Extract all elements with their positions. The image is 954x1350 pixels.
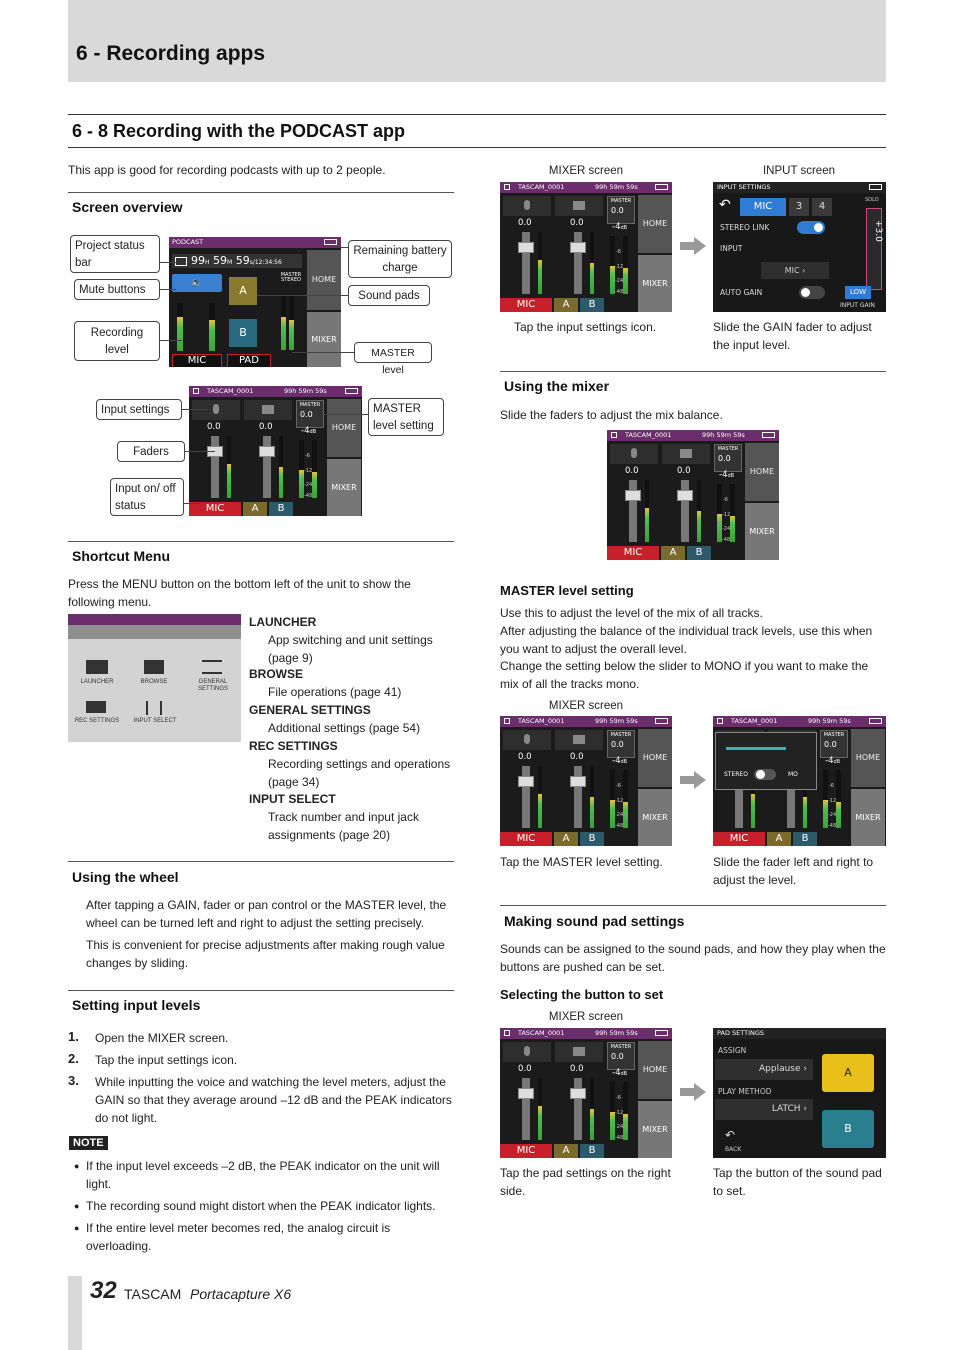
callout-sound-pads: Sound pads: [348, 285, 430, 306]
callout-mute: Mute buttons: [74, 279, 160, 300]
sound-pad-title: Making sound pad settings: [504, 913, 685, 929]
step-text: Tap the input settings icon.: [95, 1053, 238, 1067]
leader-line: [185, 451, 215, 452]
pad-b-button[interactable]: B: [687, 546, 711, 560]
pad-b-button[interactable]: B: [269, 502, 293, 516]
home-button[interactable]: HOME: [638, 195, 672, 253]
mixer-screen: [607, 430, 779, 560]
leader-line: [160, 340, 182, 341]
channel-value: 0.0: [207, 422, 221, 432]
input-settings-icon[interactable]: [555, 196, 603, 216]
remaining-time: 99h 59m 59s: [808, 717, 851, 725]
master-level-setting[interactable]: MASTER 0.0: [296, 400, 324, 428]
input-gain-label: INPUT GAIN: [840, 302, 875, 309]
input-settings-icon[interactable]: [244, 400, 292, 420]
stereo-label: STEREO: [724, 771, 748, 778]
back-icon[interactable]: ↶: [725, 1128, 736, 1142]
fader-knob[interactable]: [570, 776, 586, 787]
pad-a-button[interactable]: A: [661, 546, 685, 560]
mic-button[interactable]: MIC: [713, 832, 765, 846]
rec-level-meter: [209, 303, 215, 351]
remaining-time: 99h 59m 59s: [595, 183, 638, 191]
level-meter: [590, 1078, 594, 1140]
master-text: After adjusting the balance of the individual track levels, use this when you want to adjust the overall level.: [500, 624, 873, 656]
fader-knob[interactable]: [570, 1088, 586, 1099]
callout-master-setting: MASTER level setting: [368, 398, 444, 436]
sound-pad-b[interactable]: B: [229, 319, 257, 347]
input-select-icon[interactable]: [146, 701, 162, 715]
caption: INPUT screen: [762, 165, 835, 177]
pad-a-button[interactable]: A: [767, 832, 791, 846]
level-meter: [590, 232, 594, 294]
project-name: TASCAM_0001: [518, 717, 565, 725]
input-title-bar: INPUT SETTINGS: [713, 182, 886, 193]
menu-item-head: BROWSE: [249, 667, 303, 681]
master-meter: [289, 295, 294, 350]
input-settings-icon[interactable]: [503, 730, 551, 750]
browse-icon[interactable]: [144, 660, 164, 674]
step-text: Open the MIXER screen.: [95, 1031, 229, 1045]
menu-item-head: LAUNCHER: [249, 615, 317, 629]
callout-project-status: Project status bar: [70, 235, 160, 273]
tick-label: -24: [828, 812, 837, 818]
input-label: INPUT: [720, 244, 743, 253]
callout-rec-level: Recording level: [74, 321, 160, 361]
mono-toggle[interactable]: [754, 769, 776, 780]
fader-knob[interactable]: [570, 242, 586, 253]
master-title: MASTER level setting: [500, 583, 634, 598]
tick-label: -48: [615, 289, 624, 295]
bullet-icon: ●: [74, 1161, 80, 1171]
battery-icon: [762, 432, 775, 438]
input-settings-screen: [713, 182, 886, 312]
pad-settings-screen: [713, 1028, 886, 1158]
step-number: 2.: [68, 1051, 79, 1066]
project-name: TASCAM_0001: [518, 183, 565, 191]
master-db: -4dB: [719, 470, 735, 480]
play-method-select[interactable]: LATCH ›: [715, 1099, 813, 1120]
record-icon: [193, 388, 199, 394]
sound-pad-a[interactable]: A: [229, 277, 257, 305]
leader-line: [322, 414, 368, 415]
channel-value: 0.0: [570, 752, 584, 762]
level-meter: [227, 436, 231, 498]
back-icon[interactable]: ↶: [719, 197, 731, 213]
auto-gain-label: AUTO GAIN: [720, 288, 763, 297]
status-bar: [189, 386, 362, 397]
level-meter: [645, 480, 649, 542]
home-button[interactable]: HOME: [307, 250, 341, 310]
pad-a-button[interactable]: A: [554, 832, 578, 846]
mic-button[interactable]: MIC: [189, 502, 241, 516]
caption: MIXER screen: [548, 700, 624, 712]
battery-icon: [655, 184, 668, 190]
tick-label: -6: [616, 249, 621, 255]
back-label: BACK: [725, 1146, 742, 1153]
tick-label: -6: [723, 497, 728, 503]
note-badge: NOTE: [69, 1136, 108, 1150]
mixer-screen: [500, 716, 672, 846]
leader-line: [292, 352, 354, 353]
divider: [68, 147, 886, 148]
remaining-time: 99h 59m 59s: [702, 431, 745, 439]
divider: [68, 990, 454, 991]
master-db: -4dB: [825, 756, 841, 766]
leader-line: [160, 262, 176, 263]
mixer-button[interactable]: MIXER: [851, 789, 885, 846]
callout-input-settings: Input settings: [96, 399, 182, 420]
screen-overview-title: Screen overview: [72, 199, 183, 215]
status-bar: [607, 430, 779, 441]
launcher-label: LAUNCHER: [80, 679, 114, 685]
master-meter: [281, 295, 286, 350]
input-settings-icon[interactable]: [503, 196, 551, 216]
leader-line: [182, 409, 208, 410]
pad-b-button[interactable]: B: [580, 1144, 604, 1158]
channel-value: 0.0: [518, 218, 532, 228]
battery-icon: [869, 718, 882, 724]
sound-pad-subtitle: Selecting the button to set: [500, 987, 664, 1002]
footer-product: Portacapture X6: [190, 1286, 292, 1302]
callout-faders: Faders: [117, 441, 185, 462]
right-arrow-icon: [694, 771, 706, 789]
section-title: 6 - 8 Recording with the PODCAST app: [72, 121, 406, 141]
mixer-screen: [500, 1028, 672, 1158]
shortcut-text: Press the MENU button on the bottom left of the unit to show the following menu.: [68, 577, 411, 609]
note-text: If the input level exceeds –2 dB, the PEAK indicator on the unit will light.: [86, 1159, 440, 1191]
callout-master-level: MASTER level: [354, 342, 432, 363]
master-meter: [623, 770, 628, 828]
mic-button[interactable]: MIC: [500, 1144, 552, 1158]
leader-line: [184, 503, 200, 504]
note-text: The recording sound might distort when the PEAK indicator lights.: [86, 1199, 436, 1213]
battery-icon: [655, 1030, 668, 1036]
note-text: If the entire level meter becomes red, the analog circuit is overloading.: [86, 1221, 391, 1253]
channel-value: 0.0: [570, 218, 584, 228]
record-icon: [504, 1030, 510, 1036]
battery-icon: [869, 184, 882, 190]
input-settings-icon[interactable]: [192, 400, 240, 420]
master-text: Change the setting below the slider to MONO if you want to make the mix of all the tracks mono.: [500, 659, 869, 691]
callout-input-onoff: Input on/ off status: [110, 478, 184, 516]
master-db: -4dB: [612, 222, 628, 232]
mic-button[interactable]: MIC: [172, 354, 222, 367]
input-select[interactable]: MIC ›: [761, 262, 829, 279]
level-meter: [538, 232, 542, 294]
record-icon: [717, 718, 723, 724]
master-db: -4dB: [612, 756, 628, 766]
instruction-text: Slide the GAIN fader to adjust the input level.: [713, 320, 872, 352]
general-label: GENERAL SETTINGS: [197, 679, 228, 692]
master-meter: [836, 770, 841, 828]
pad-b-button[interactable]: B: [793, 832, 817, 846]
browse-label: BROWSE: [140, 679, 168, 685]
caption: MIXER screen: [548, 165, 624, 177]
mute-button[interactable]: 🔈: [172, 274, 222, 292]
tick-label: -6: [616, 1095, 621, 1101]
master-meter: [623, 1082, 628, 1140]
record-icon: [504, 184, 510, 190]
mic-button[interactable]: MIC: [607, 546, 659, 560]
fader-knob[interactable]: [518, 776, 534, 787]
fader-knob[interactable]: [518, 242, 534, 253]
caption: MIXER screen: [548, 1011, 624, 1023]
tick-label: -6: [305, 453, 310, 459]
pad-a-button[interactable]: A: [554, 298, 578, 312]
wheel-title: Using the wheel: [72, 869, 179, 885]
menu-item-desc: App switching and unit settings (page 9): [268, 633, 433, 665]
right-arrow-icon: [694, 237, 706, 255]
input-settings-icon[interactable]: [503, 1042, 551, 1062]
tick-label: -24: [615, 812, 624, 818]
podcast-screen: [169, 237, 341, 367]
instruction-text: Tap the pad settings on the right side.: [500, 1166, 671, 1198]
leader-line: [334, 247, 348, 248]
gain-value: +3.0: [873, 220, 883, 242]
stereo-link-toggle[interactable]: [797, 221, 825, 234]
divider: [68, 861, 454, 862]
tick-label: -12: [615, 1110, 624, 1116]
home-button[interactable]: HOME: [638, 729, 672, 787]
callout-remaining: Remaining battery charge: [348, 240, 452, 278]
battery-icon: [324, 239, 337, 245]
mixer-button[interactable]: MIXER: [638, 789, 672, 846]
mic-button[interactable]: MIC: [500, 832, 552, 846]
pad-a-button[interactable]: A: [822, 1054, 874, 1092]
tick-label: -24: [615, 1124, 624, 1130]
master-popup: [715, 732, 817, 790]
menu-item-head: REC SETTINGS: [249, 739, 338, 753]
assign-select[interactable]: Applause ›: [715, 1059, 813, 1080]
tick-label: -12: [615, 798, 624, 804]
mixer-button[interactable]: MIXER: [638, 1101, 672, 1158]
shortcut-menu-screen: [68, 614, 241, 742]
level-meter: [697, 480, 701, 542]
project-name: TASCAM_0001: [207, 387, 254, 395]
pad-b-button[interactable]: B: [580, 298, 604, 312]
level-meter: [538, 1078, 542, 1140]
footer-bar: [68, 1276, 82, 1350]
channel-value: 0.0: [518, 752, 532, 762]
master-label: MASTER STEREO: [280, 272, 302, 283]
master-level-setting[interactable]: MASTER 0.0: [714, 444, 742, 472]
wheel-text: This is convenient for precise adjustments after making rough value changes by sliding.: [86, 938, 445, 970]
divider: [68, 192, 454, 193]
tick-label: -48: [828, 823, 837, 829]
tick-label: -12: [722, 512, 731, 518]
mixer-use-text: Slide the faders to adjust the mix balance.: [500, 408, 723, 422]
time-display: 99H 59M 59s/12:34:56: [172, 254, 302, 268]
record-icon: [504, 718, 510, 724]
menu-item-head: INPUT SELECT: [249, 792, 336, 806]
leader-line: [160, 289, 176, 290]
tick-label: -48: [304, 493, 313, 499]
tick-label: -6: [616, 783, 621, 789]
step-number: 1.: [68, 1029, 79, 1044]
mic-button[interactable]: MIC: [500, 298, 552, 312]
shortcut-title: Shortcut Menu: [72, 548, 170, 564]
channel-value: 0.0: [677, 466, 691, 476]
solo-label: SOLO: [865, 197, 879, 203]
channel-value: 0.0: [625, 466, 639, 476]
tick-label: -48: [615, 823, 624, 829]
home-button[interactable]: HOME: [851, 729, 885, 787]
assign-label: ASSIGN: [718, 1046, 747, 1055]
master-db: -4dB: [612, 1068, 628, 1078]
status-bar: [713, 716, 886, 727]
home-button[interactable]: HOME: [327, 399, 361, 457]
level-meter: [279, 436, 283, 498]
mixer-screen: [500, 182, 672, 312]
input-label: INPUT SELECT: [133, 718, 177, 724]
bullet-icon: ●: [74, 1201, 80, 1211]
input-settings-icon[interactable]: [662, 444, 710, 464]
level-meter: [538, 766, 542, 828]
leader-line: [257, 295, 348, 296]
menu-item-desc: Additional settings (page 54): [268, 721, 421, 735]
instruction-text: Tap the button of the sound pad to set.: [713, 1166, 882, 1198]
status-bar: PODCAST: [169, 237, 341, 248]
remaining-time: 99h 59m 59s: [595, 1029, 638, 1037]
low-button[interactable]: LOW: [845, 286, 871, 299]
master-text: Use this to adjust the level of the mix of all tracks.: [500, 606, 763, 620]
fader-knob[interactable]: [259, 446, 275, 457]
mixer-use-title: Using the mixer: [504, 378, 610, 394]
tab-3[interactable]: 3: [789, 198, 809, 216]
record-icon: [611, 432, 617, 438]
master-level-setting[interactable]: MASTER 0.0: [607, 196, 635, 224]
chapter-title: 6 - Recording apps: [76, 42, 266, 65]
remaining-time: 99h 59m 59s: [284, 387, 327, 395]
instruction-text: Tap the input settings icon.: [514, 320, 657, 334]
master-level-setting[interactable]: MASTER 0.0: [607, 1042, 635, 1070]
pad-b-button[interactable]: B: [580, 832, 604, 846]
master-slider[interactable]: [726, 747, 786, 750]
project-name: TASCAM_0001: [731, 717, 778, 725]
page-number: 32: [90, 1277, 117, 1304]
play-method-label: PLAY METHOD: [718, 1087, 772, 1096]
master-db: -4dB: [301, 426, 317, 436]
battery-icon: [655, 718, 668, 724]
right-arrow-icon: [694, 1083, 706, 1101]
master-meter: [623, 236, 628, 294]
menu-item-desc: Track number and input jack assignments (page 20): [268, 810, 419, 842]
level-meter: [590, 766, 594, 828]
input-settings-icon[interactable]: [610, 444, 658, 464]
intro-text: This app is good for recording podcasts with up to 2 people.: [68, 163, 386, 177]
menu-item-desc: File operations (page 41): [268, 685, 402, 699]
home-button[interactable]: HOME: [638, 1041, 672, 1099]
general-settings-icon[interactable]: [202, 660, 222, 674]
tick-label: -12: [615, 264, 624, 270]
input-settings-icon[interactable]: [555, 730, 603, 750]
footer-brand: TASCAM: [124, 1286, 182, 1302]
fader-knob[interactable]: [625, 490, 641, 501]
mixer-button[interactable]: MIXER: [327, 459, 361, 516]
pad-a-button[interactable]: A: [243, 502, 267, 516]
tick-label: -24: [615, 278, 624, 284]
fader-knob[interactable]: [677, 490, 693, 501]
tab-mic[interactable]: MIC: [740, 198, 786, 216]
tick-label: -6: [829, 783, 834, 789]
input-levels-title: Setting input levels: [72, 997, 201, 1013]
project-name: TASCAM_0001: [625, 431, 672, 439]
mixer-button[interactable]: MIXER: [307, 312, 341, 367]
channel-value: 0.0: [259, 422, 273, 432]
stereo-link-label: STEREO LINK: [720, 223, 770, 232]
pad-title-bar: PAD SETTINGS: [713, 1028, 886, 1039]
master-meter: [312, 440, 317, 498]
chapter-header: [68, 0, 886, 82]
home-button[interactable]: HOME: [745, 443, 779, 501]
tick-label: -24: [722, 526, 731, 532]
mixer-button[interactable]: MIXER: [638, 255, 672, 312]
divider: [500, 371, 886, 372]
tick-label: -48: [722, 537, 731, 543]
tick-label: -48: [615, 1135, 624, 1141]
step-number: 3.: [68, 1073, 79, 1088]
channel-value: 0.0: [570, 1064, 584, 1074]
tick-label: -12: [304, 468, 313, 474]
pad-a-button[interactable]: A: [554, 1144, 578, 1158]
sound-pad-text: Sounds can be assigned to the sound pads, and how they play when the buttons are pushed can be set.: [500, 942, 886, 974]
menu-item-desc: Recording settings and operations (page 34): [268, 757, 451, 789]
rec-level-meter: [177, 303, 183, 351]
remaining-time: 99h 59m 59s: [595, 717, 638, 725]
tick-label: -12: [828, 798, 837, 804]
divider: [500, 905, 886, 906]
rec-label: REC SETTINGS: [74, 718, 120, 724]
instruction-text: Slide the fader left and right to adjust the level.: [713, 855, 874, 887]
fader-knob[interactable]: [518, 1088, 534, 1099]
status-bar: [500, 1028, 672, 1039]
step-text: While inputting the voice and watching the level meters, adjust the GAIN so that they average around –12 dB and the PEAK indicators do not light.: [95, 1075, 452, 1125]
pad-button[interactable]: PAD: [227, 354, 271, 367]
channel-value: 0.0: [518, 1064, 532, 1074]
mono-label: MO: [788, 771, 798, 778]
master-level-setting[interactable]: MASTER 0.0: [607, 730, 635, 758]
menu-item-head: GENERAL SETTINGS: [249, 703, 371, 717]
battery-icon: [345, 388, 358, 394]
tick-label: -24: [304, 482, 313, 488]
divider: [68, 541, 454, 542]
status-bar: [500, 182, 672, 193]
mixer-screen-master-popup: [713, 716, 886, 846]
tab-4[interactable]: 4: [812, 198, 832, 216]
instruction-text: Tap the MASTER level setting.: [500, 855, 663, 869]
input-settings-icon[interactable]: [555, 1042, 603, 1062]
auto-gain-toggle[interactable]: [799, 286, 825, 299]
bullet-icon: ●: [74, 1223, 80, 1233]
mixer-button[interactable]: MIXER: [745, 503, 779, 560]
master-meter: [730, 484, 735, 542]
wheel-text: After tapping a GAIN, fader or pan control or the MASTER level, the wheel can be turned left and right to adjust the setting precisely.: [86, 898, 447, 930]
launcher-icon[interactable]: [86, 660, 108, 674]
status-bar: [500, 716, 672, 727]
master-level-setting[interactable]: MASTER 0.0: [820, 730, 848, 758]
pad-b-button[interactable]: B: [822, 1110, 874, 1148]
project-name: TASCAM_0001: [518, 1029, 565, 1037]
rec-settings-icon[interactable]: [86, 701, 106, 713]
divider: [68, 114, 886, 115]
